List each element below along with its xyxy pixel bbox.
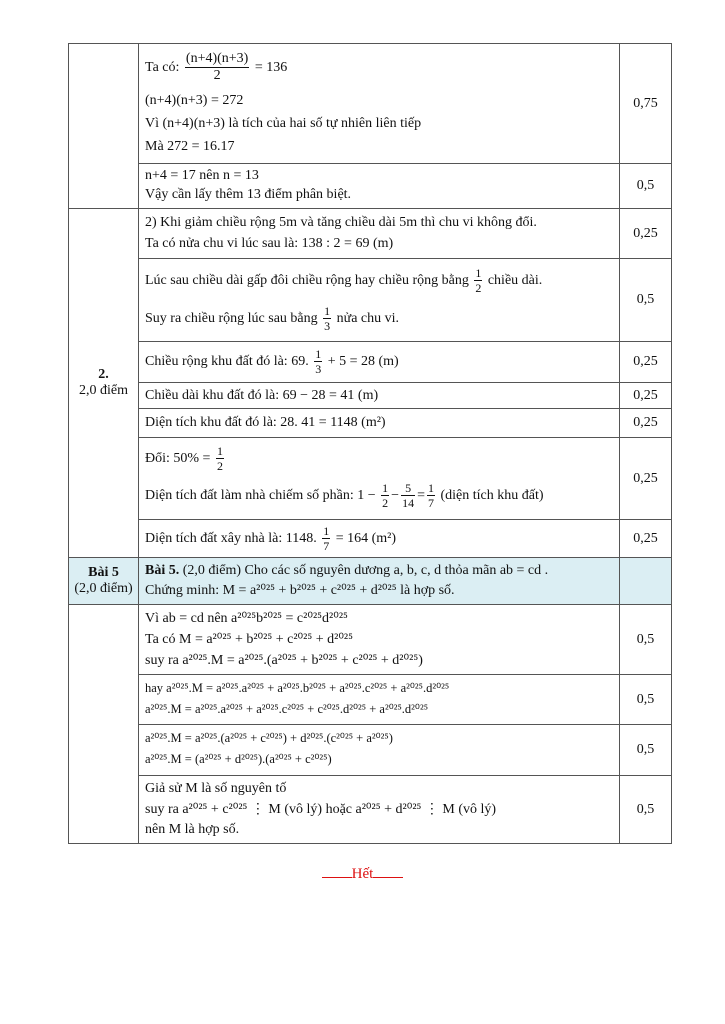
- fraction-denominator: 2: [382, 496, 389, 511]
- text-line: 2) Khi giảm chiều rộng 5m và tăng chiều dài 5m thì chu vi không đổi.: [145, 215, 537, 230]
- answer-cell: [139, 342, 620, 383]
- equation-line: (n+4)(n+3) = 272: [145, 93, 244, 108]
- fraction-numerator: 1: [323, 524, 330, 539]
- table-row: [69, 259, 672, 342]
- table-row: [69, 438, 672, 520]
- fraction: [427, 482, 435, 509]
- answer-cell: [139, 675, 620, 725]
- answer-cell: [139, 605, 620, 675]
- fraction: [401, 482, 415, 509]
- text: (diện tích khu đất): [440, 488, 544, 503]
- underline-right: [373, 877, 403, 878]
- fraction-numerator: 1: [315, 347, 322, 362]
- question-points: 2,0 điểm: [79, 383, 128, 398]
- fraction-denominator: 3: [315, 362, 322, 377]
- fraction: [323, 305, 331, 332]
- underline-left: [322, 877, 352, 878]
- text: Diện tích đất xây nhà là: 1148.: [145, 531, 317, 546]
- text: Suy ra chiều rộng lúc sau bằng: [145, 311, 318, 326]
- fraction: [322, 525, 330, 552]
- score-cell: 0,25: [620, 342, 672, 383]
- table-row: [69, 725, 672, 776]
- text-line: Ta có nửa chu vi lúc sau là: 138 : 2 = 69 (m): [145, 236, 394, 251]
- table-row-highlight: [69, 558, 672, 605]
- answer-cell: [139, 520, 620, 558]
- equation-line: Vì ab = cd nên a²⁰²⁵b²⁰²⁵ = c²⁰²⁵d²⁰²⁵: [145, 611, 348, 626]
- equation-line: hay a²⁰²⁵.M = a²⁰²⁵.a²⁰²⁵ + a²⁰²⁵.b²⁰²⁵ + a²⁰²⁵.c²⁰²⁵ + a²⁰²⁵.d²⁰²⁵: [145, 681, 450, 695]
- score-cell: 0,25: [620, 438, 672, 520]
- answer-cell: [139, 438, 620, 520]
- table-row: [69, 383, 672, 409]
- answer-cell: [139, 209, 620, 259]
- table-row: [69, 776, 672, 844]
- text: nửa chu vi.: [336, 311, 400, 326]
- fraction: [474, 267, 482, 294]
- fraction-numerator: 1: [324, 304, 331, 319]
- text-line: Giả sử M là số nguyên tố: [145, 781, 287, 796]
- score-cell: 0,25: [620, 409, 672, 438]
- text-line: Mà 272 = 16.17: [145, 139, 235, 154]
- answer-cell: [139, 725, 620, 776]
- fraction-denominator: 14: [402, 496, 415, 511]
- table-row: [69, 342, 672, 383]
- fraction-numerator: 5: [401, 482, 415, 496]
- score-cell: 0,5: [620, 605, 672, 675]
- table-row: [69, 520, 672, 558]
- text: Ta có:: [145, 60, 180, 75]
- problem-label-cell: [69, 558, 139, 605]
- text: = 136: [254, 60, 288, 75]
- fraction-numerator: 1: [216, 444, 223, 459]
- answer-cell: [139, 409, 620, 438]
- equals-sign: =: [417, 488, 425, 503]
- score-cell: 0,25: [620, 520, 672, 558]
- problem-number: Bài 5: [88, 565, 119, 580]
- question-cell-empty: [69, 44, 139, 209]
- fraction: [314, 348, 322, 375]
- fraction-numerator: 1: [475, 266, 482, 281]
- text: Lúc sau chiều dài gấp đôi chiều rộng hay chiều rộng bằng: [145, 273, 469, 288]
- equation-line: suy ra a²⁰²⁵ + c²⁰²⁵ ⋮ M (vô lý) hoặc a²⁰²⁵ + d²⁰²⁵ ⋮ M (vô lý): [145, 802, 497, 817]
- fraction: [216, 445, 224, 472]
- fraction: [381, 482, 389, 509]
- answer-cell: [139, 164, 620, 209]
- score-cell: 0,5: [620, 675, 672, 725]
- end-marker: [0, 866, 725, 883]
- score-cell: 0,5: [620, 164, 672, 209]
- fraction-numerator: 1: [382, 481, 389, 496]
- score-cell: 0,5: [620, 725, 672, 776]
- text: = 164 (m²): [335, 531, 397, 546]
- text-line: Vì (n+4)(n+3) là tích của hai số tự nhiên liên tiếp: [145, 116, 422, 131]
- score-cell: 0,25: [620, 209, 672, 259]
- equation-line: n+4 = 17 nên n = 13: [145, 168, 259, 183]
- solution-table: [68, 43, 672, 844]
- text-line: Chiều dài khu đất đó là: 69 − 28 = 41 (m): [145, 388, 379, 403]
- text: + 5 = 28 (m): [327, 354, 399, 369]
- fraction-numerator: (n+4)(n+3): [185, 51, 249, 67]
- table-row: [69, 164, 672, 209]
- text-line: Diện tích khu đất đó là: 28. 41 = 1148 (m²): [145, 415, 386, 430]
- table-row: [69, 675, 672, 725]
- text-line: Chứng minh: M = a²⁰²⁵ + b²⁰²⁵ + c²⁰²⁵ + d²⁰²⁵ là hợp số.: [145, 583, 455, 598]
- question-label-cell: [69, 209, 139, 558]
- fraction: [185, 52, 249, 83]
- table-row: [69, 44, 672, 164]
- equation-line: a²⁰²⁵.M = a²⁰²⁵.a²⁰²⁵ + a²⁰²⁵.c²⁰²⁵ + c²⁰²⁵.d²⁰²⁵ + a²⁰²⁵.d²⁰²⁵: [145, 702, 429, 716]
- text-line: Vậy cần lấy thêm 13 điểm phân biệt.: [145, 187, 352, 202]
- text: (2,0 điểm) Cho các số nguyên dương a, b, c, d thỏa mãn ab = cd .: [182, 563, 549, 578]
- score-cell: 0,75: [620, 44, 672, 164]
- score-cell: 0,5: [620, 776, 672, 844]
- equation-line: a²⁰²⁵.M = a²⁰²⁵.(a²⁰²⁵ + c²⁰²⁵) + d²⁰²⁵.(c²⁰²⁵ + a²⁰²⁵): [145, 731, 393, 745]
- minus-sign: −: [391, 488, 400, 503]
- fraction-denominator: 2: [216, 459, 223, 474]
- table-row: [69, 409, 672, 438]
- fraction-denominator: 3: [324, 319, 331, 334]
- answer-cell: [139, 383, 620, 409]
- equation-line: a²⁰²⁵.M = (a²⁰²⁵ + d²⁰²⁵).(a²⁰²⁵ + c²⁰²⁵): [145, 752, 332, 766]
- table-row: [69, 605, 672, 675]
- problem-points: (2,0 điểm): [74, 581, 133, 596]
- answer-cell: [139, 776, 620, 844]
- fraction-denominator: 7: [323, 539, 330, 554]
- equation-line: Ta có M = a²⁰²⁵ + b²⁰²⁵ + c²⁰²⁵ + d²⁰²⁵: [145, 632, 354, 647]
- score-cell: 0,25: [620, 383, 672, 409]
- text-line: nên M là hợp số.: [145, 822, 240, 837]
- answer-cell: [139, 44, 620, 164]
- text: Đổi: 50% =: [145, 451, 211, 466]
- problem-title: Bài 5.: [145, 563, 180, 578]
- score-cell-empty: [620, 558, 672, 605]
- table-row: [69, 209, 672, 259]
- question-number: 2.: [98, 367, 109, 382]
- text: Diện tích đất làm nhà chiếm số phần: 1 −: [145, 488, 376, 503]
- question-cell-empty: [69, 605, 139, 844]
- score-cell: 0,5: [620, 259, 672, 342]
- fraction-denominator: 2: [475, 281, 482, 296]
- equation-line: suy ra a²⁰²⁵.M = a²⁰²⁵.(a²⁰²⁵ + b²⁰²⁵ + c²⁰²⁵ + d²⁰²⁵): [145, 653, 423, 668]
- problem-statement-cell: [139, 558, 620, 605]
- text: Chiều rộng khu đất đó là: 69.: [145, 354, 309, 369]
- answer-cell: [139, 259, 620, 342]
- text: chiều dài.: [487, 273, 543, 288]
- fraction-denominator: 2: [213, 68, 221, 84]
- end-text: Hết: [351, 866, 374, 882]
- fraction-numerator: 1: [427, 481, 434, 496]
- fraction-denominator: 7: [427, 496, 434, 511]
